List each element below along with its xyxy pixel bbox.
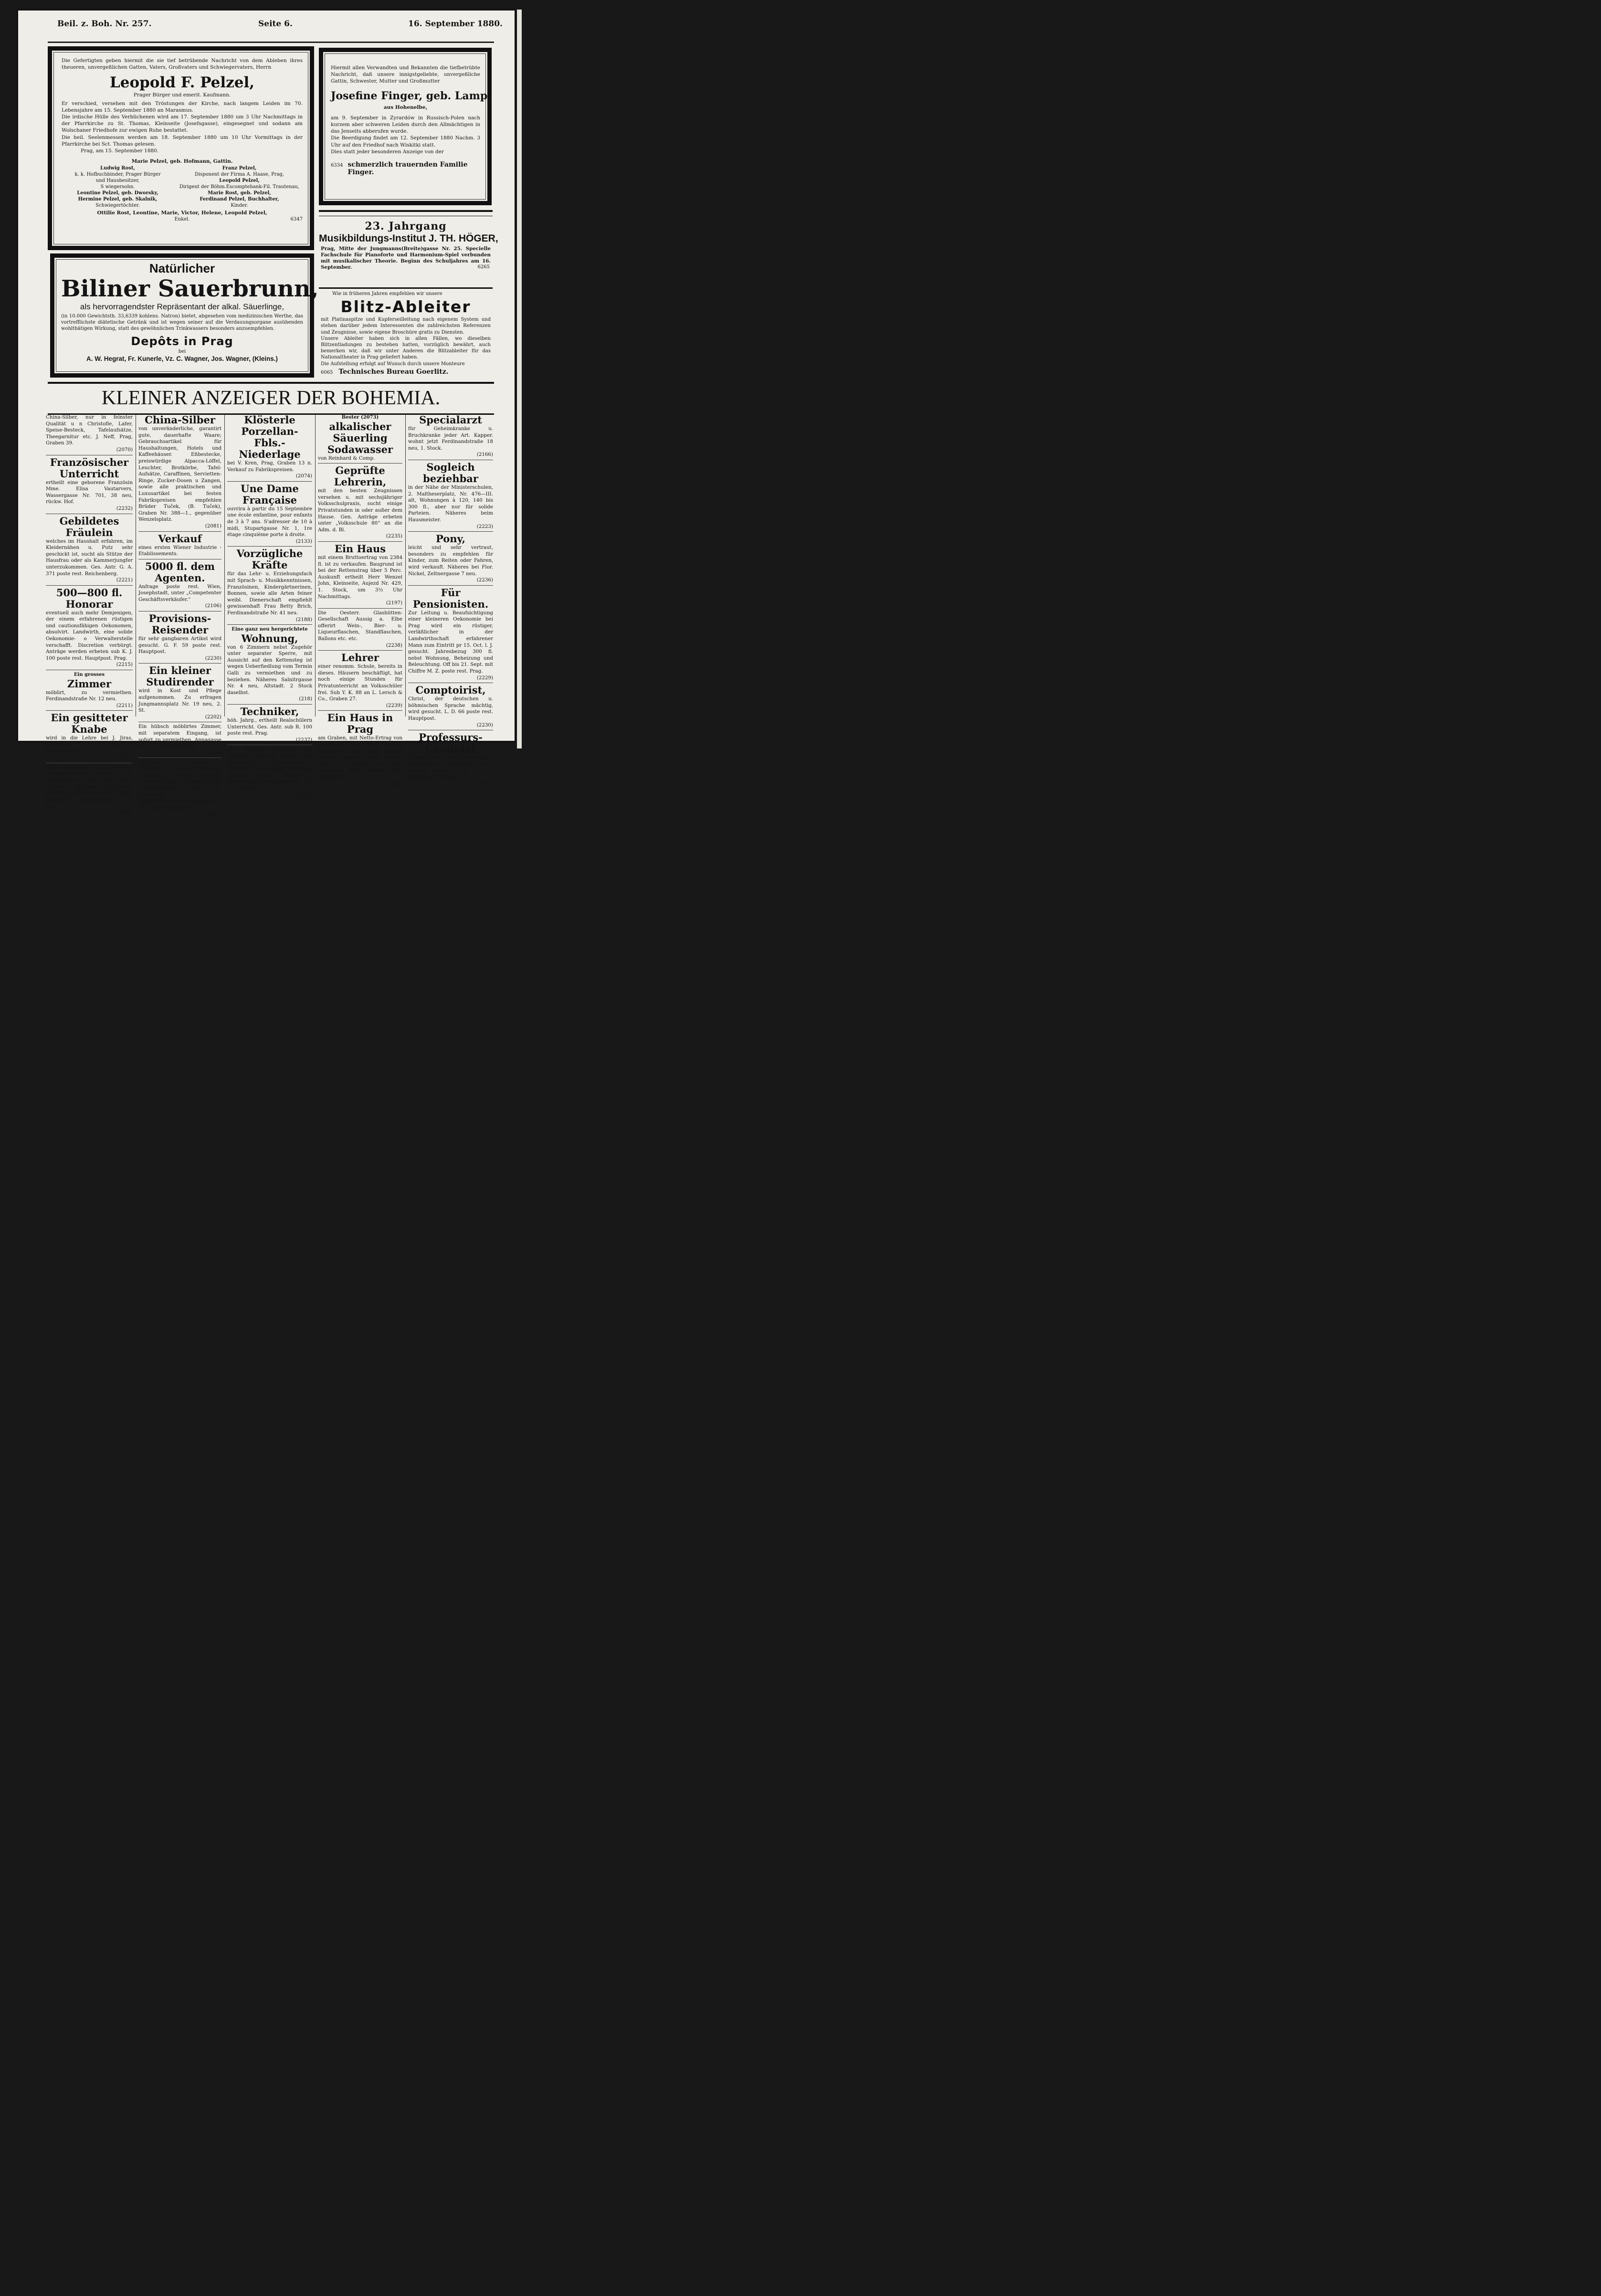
classified-ad-number: (2239): [386, 702, 402, 708]
classified-ad-number: (2232): [116, 505, 133, 511]
classified-ad-heading: Klösterle Porzellan-Fbls.-Niederlage: [239, 414, 301, 460]
classified-ad-text: mit den besten Zeugnissen versehen u. mit sechsjähriger Volksschulpraxis, sucht einige Privatstunden in oder außer dem Hause. Gen. Anträge erbeten unter „Volksschule 80“ an die Adm. d. Bl.: [318, 488, 402, 533]
classified-ad-heading: Gebildetes Fräulein: [59, 515, 119, 538]
classified-ad-preheading: Eine ganz neu hergerichtete: [232, 627, 308, 632]
classified-ad-heading: Comptoirist,: [415, 684, 486, 696]
classified-ad-number: (2223): [476, 523, 493, 529]
blitz-ad-number: 6065: [321, 369, 333, 375]
classified-ad-number: (2234): [205, 749, 221, 756]
classified-ad: [138, 414, 221, 532]
classified-ad-number: (2166): [476, 452, 493, 458]
mourner-leontine: Leontine Pelzel, geb. Dworsky,: [77, 190, 158, 196]
classified-ad-number: (2197): [386, 600, 402, 606]
classified-ad-text: ertheilt eine geborene Französin Mme. Elisa Vautarvers, Wassergasse Nr. 701, 38 neu, rückw. Hof.: [46, 479, 133, 505]
pelzel-p1: Er verschied, versehen mit den Tröstungen der Kirche, nach langem Leiden im 70. Lebensjahre am 15. September 1880 an Marasmus.: [62, 100, 303, 113]
kleiner-anzeiger-title: KLEINER ANZEIGER DER BOHEMIA.: [101, 387, 441, 409]
classified-ad-preheading: Ein grosses: [74, 672, 105, 678]
classified-ad: [318, 610, 402, 651]
classified-ad-text: leicht und sehr vertraut, besonders zu empfehlen für Kinder, zum Reiten oder Fahren, wird verkauft. Näheres bei Flor. Nickel, Zeltnergasse 7 neu.: [408, 545, 493, 577]
classified-ad-heading: Ein gesitteter Knabe: [51, 712, 128, 736]
classified-ad-number: (2228): [295, 792, 312, 798]
classified-ad: [318, 414, 402, 463]
finger-ad-number: 6334: [331, 163, 343, 169]
classified-ad-text: einer renomm. Schule, bereits in dieses. Häusern beschäftigt, hat noch einige Stunden für Privatunterricht an Volksschüler frei. Sub Y. K. 88 an L. Lersch & Co., Graben 27.: [318, 664, 402, 702]
classified-ad-text: in der Nähe der Ministerschulen, 2. Maltheserplatz, Nr. 476—III. alt, Wohnungen à 120, 140 bis 300 fl., aber nur für solide Parteien. Näheres beim Hausmeister.: [408, 484, 493, 523]
blitz-text: mit Platinaspitze und Kupferseilleitung nach eigenem System und stehen darüber jedem Interessenten die zahlreichsten Referenzen und Zeugnisse, sowie eigene Broschüre gratis zu Diensten.: [321, 317, 491, 335]
classified-ad-number: (2199): [116, 810, 133, 816]
classified-ad-text: von unveränderliche, garantirt gute, dauerhafte Waare; Gebrauchsartikel für Haushaltungen, Hotels und Kaffeehäuser. Eßbestecke, preiswürdige Alpacca-Löffel, Leuchter, Brotkörbe, Tafel-Aufsätze, Caraffinen, Servietten-Ringe, Zucker-Dosen u Zangen, sowie alle praktischen und Luxusartikel bei festen Fabrikspreisen empfehlen Brüder Tuček, (B. Tuček), Graben Nr. 388—1., gegenüber Wenzelsplatz.: [138, 426, 221, 523]
classified-ad-text: ouvrira à partir du 15 Septembre une école enfantine, pour enfants de 3 à 7 ans. S'adresser de 10 à midi, Stupartgasse Nr. 1, 1re étage cinquième porte à droite.: [227, 506, 312, 538]
classified-ad-text: China-Silber, nur in feinster Qualität u n Christofle, Lafer, Speise-Besteck, Tafelaufsätze, Theegarnitur etc. J. Neff, Prag, Graben 39.: [46, 414, 133, 446]
header-rule: [48, 42, 494, 43]
mourner-ferdinand: Ferdinand Pelzel, Buchhalter,: [200, 197, 279, 202]
classified-ad-text: von Reinhard & Comp.: [318, 455, 375, 461]
classified-ad-number: (2226): [386, 780, 402, 787]
bilin-depots: Depôts in Prag: [131, 335, 233, 348]
classified-ad-number: (2202): [205, 714, 221, 720]
bilin-bei: bei: [178, 349, 186, 354]
column-separator: [315, 414, 316, 716]
classified-ad-text: eines ersten Wiener Industrie - Etablissements.: [138, 544, 221, 557]
classified-ad-heading: Geprüfte Lehrerin,: [334, 464, 387, 488]
classified-ad-text: Zur Leitung u. Beaufsichtigung einer kleineren Oekonomie bei Prag wird ein rüstiger, verläßlicher in der Landwirthschaft erfahrener Mann zum Eintritt pr 15. Oct. l. J. gesucht. Jahresbezug 300 fl. nebst Wohnung, Beheizung und Beleuchtung. Off bis 21. Sept. mit Chiffre M. Z. poste rest. Prag.: [408, 610, 493, 674]
classified-ad-number: (2236): [476, 577, 493, 583]
hoeger-title: Musikbildungs-Institut J. TH. HÖGER,: [319, 233, 498, 244]
classified-ad-number: (2215): [116, 662, 133, 668]
classified-ad: [408, 462, 493, 532]
pelzel-intro: Die Gefertigten geben hiermit die sie tief betrübende Nachricht von dem Ableben ihres theueren, unvergeßlichen Gatten, Vaters, Großvaters und Schwiegervaters, Herrn: [62, 58, 303, 71]
finger-p3: Dies statt jeder besonderen Anzeige von der: [331, 148, 444, 155]
classified-ad-heading: Pony,: [435, 533, 465, 545]
pelzel-p2: Die irdische Hülle des Verblichenen wird am 17. September 1880 um 3 Uhr Nachmittags in der Pfarrkirche zu St. Thomas, Kleinseite (Josefsgasse), eingesegnet und sodann am Wolschaner Friedhofe zur ewigen Ruhe bestattet.: [62, 114, 303, 134]
classified-ad-number: (2196): [476, 780, 493, 787]
classified-ad-number: (2230): [476, 722, 493, 728]
classified-ad-text: von 6 Zimmern nebst Zugehör unter separater Sperre, mit Aussicht auf den Kettensteg ist wegen Ueberfiedlung vom Termin Galli zu vermiethen und zu beziehen. Näheres Salnitrgasse Nr. 4 neu, Altstadt. 2 Stock daselbst.: [227, 644, 312, 695]
classified-ad: [138, 533, 221, 559]
classified-ad-number: (2237): [295, 737, 312, 743]
classified-column-2: [137, 414, 223, 818]
classified-ad: [408, 685, 493, 730]
finger-from: aus Hohenelbe,: [383, 104, 428, 110]
bilin-title: Biliner Sauerbrunn,: [61, 275, 319, 302]
classified-column-4: [316, 414, 404, 787]
classified-ad-heading: Wohnung,: [241, 632, 298, 644]
hoeger-year: 23. Jahrgang: [365, 220, 447, 232]
classified-ad: [46, 712, 133, 763]
classified-ad: [138, 561, 221, 611]
classified-column-5: [406, 414, 495, 787]
mourner-leopold: Leopold Pelzel,: [219, 178, 260, 184]
blitz-firm: Technisches Bureau Goerlitz.: [338, 368, 449, 376]
header-center: Seite 6.: [258, 19, 293, 29]
bilin-line1: Natürlicher: [149, 261, 215, 275]
classified-ad-text: welches im Haushalt erfahren, im Kleidernähen u. Putz sehr geschickt ist, sucht als Stütze der Hausfrau oder als Kammerjungfer unterzukommen. Ges. Antr. G. A. 371 poste rest. Reichenberg.: [46, 538, 133, 577]
finger-p1: am 9. September in Zyrardów in Russisch-Polen nach kurzem aber schweren Leiden durch den Allmächtigen in das Jenseits abberufen wurde.: [331, 115, 480, 135]
column-separator: [224, 414, 225, 716]
column-separator: [405, 414, 406, 716]
classified-ad: [46, 516, 133, 586]
blitz-p2: Unsere Ableiter haben sich in allen Fällen, wo dieselben Blitzentladungen zu bestehen hatten, vorzüglich bewährt, auch bemerken wir, daß wir unter Anderen die Blitzableiter für das Nationaltheater in Prag geliefert haben.: [321, 336, 491, 360]
finger-intro: Hiermit allen Verwandten und Bekannten die tiefbetrübte Nachricht, daß unsere innigstgeliebte, unvergeßliche Gattin, Schwester, Mutter und Großmutter: [331, 65, 480, 84]
mourner-leopold-title: Dirigent der Böhm.Escomptebank-Fil. Trautenau,: [179, 184, 300, 190]
classified-ad-text: Clavierunterricht bis zur höchsten Vollkommenheit ertheilt ein Claviorlehrer außer dem Hause. Honorar f. 12 Stund 5 fl. Auskunft ertheilt aus Gefälligkeit H. J. Duft, Kleinseite, Belvederegasse 16 neu.: [46, 764, 133, 810]
classified-ad-heading: Specialarzt: [419, 414, 482, 426]
classified-ad: [227, 414, 312, 482]
classified-ad-number: (2133): [295, 538, 312, 544]
classified-ad-heading: alkalischer Säuerling Sodawasser: [327, 420, 393, 455]
blitz-title: Blitz-Ableiter: [340, 297, 471, 316]
mourner-hermine: Hermine Pelzel, geb. Skalnik,: [78, 197, 158, 202]
biliner-sauerbrunn-ad: [50, 253, 319, 378]
classified-ad: [227, 747, 312, 800]
classified-ad-text: bei V. Kren, Prag, Graben 13 n. Verkauf zu Fabrikspreisen.: [227, 460, 312, 473]
section-rule-top: [48, 382, 494, 384]
classified-ad-text: eventuell auch mehr Demjenigen, der einem erfahrenen rüstigen und cautionsfähigen Oekonomen, absolvirt. Landwirth, eine solide Oekonomie- o Verwalterstelle verschafft. Discretion verbürgt. Anträge werden erbeten sub K. J. 100 poste rest. Hauptpost. Prag.: [46, 610, 133, 661]
header-right: 16. September 1880.: [408, 19, 503, 29]
classified-ad-text: wird in die Lehre bei J. Jiras, Kaufmann in Smichow, aufgenommen.: [46, 735, 133, 754]
classified-ad: [138, 665, 221, 722]
classified-ad: [408, 587, 493, 684]
finger-p2: Die Beerdigung findet am 12. September 1880 Nachm. 3 Uhr auf den Friedhof nach Wiskitki statt.: [331, 135, 480, 148]
classified-ad-heading: Lehrer: [341, 652, 379, 664]
mourner-ludwig-title: k. k. Hofbuchbinder, Prager Bürger: [74, 172, 161, 178]
classified-ad-number: (2081): [205, 523, 221, 529]
classified-ad-number: (2188): [295, 616, 312, 622]
classified-ad-number: (2230): [205, 655, 221, 661]
classified-ad: [318, 543, 402, 609]
classified-ad-text: für Geheimkranke u. Bruchkranke jeder Art. Kapper. wohnt jetzt Ferdinandstraße 18 neu, 1. Stock.: [408, 426, 493, 451]
mourner-grandchildren: Ottilie Rost, Leontine, Marie, Victor, Helene, Leopold Pelzel,: [97, 210, 267, 216]
classified-ad-number: (2211): [116, 702, 133, 708]
mourner-ludwig: Ludwig Rost,: [100, 166, 135, 171]
blitz-ableiter-ad: [319, 287, 493, 381]
classified-ad-text: mit einem Bruttoertrag von 2384 fl. ist zu verkaufen. Baugrund ist bei der Rettenstrag über 5 Perc. Auskunft ertheilt Herr Wenzel John, Kleinseite, Aujezd Nr. 429, 1. Stock, um 3½ Uhr Nachmittags.: [318, 554, 402, 600]
pelzel-sub: Prager Bürger und emerit. Kaufmann.: [133, 92, 231, 98]
bilin-subtitle: als hervorragendster Repräsentant der alkal. Säuerlinge,: [80, 302, 284, 311]
mourner-franz: Franz Pelzel,: [222, 166, 257, 171]
classified-ad-text: ertheilt Real- oder Volksschülern gründlichen Unterricht. Ges. Anträge unter C. P. an die Administr. d. Blattes.: [408, 755, 493, 780]
classified-ad-text: für sehr gangbaren Artikel wird gesucht. G. F. 59 poste rest. Hauptpost.: [138, 636, 221, 655]
classified-ad-text: Die Oesterr. Glashütten-Gesellschaft Aussig a. Elbe offerirt Wein-, Bier- u. Liqueurflaschen, Standflaschen, Ballons etc. etc.: [318, 610, 402, 642]
classified-ad-text: für das Lehr- u. Erziehungsfach mit Sprach- u. Musikkenntnissen, Französinen, Kindergärtnerinen, Bonnen, sowie alle Arten feiner weibl. Dienerschaft empfiehlt gewissenhaft Frau Betty Brich, Ferdinandstraße Nr. 41 neu.: [227, 571, 312, 616]
finger-name: Josefine Finger, geb. Lamp,: [331, 89, 491, 102]
classified-ad-heading: Ein Haus: [334, 542, 386, 555]
classified-ad-text: Anfrage poste rest. Wien, Josephstadt, unter „Competenter Geschäftsverkäufer.“: [138, 583, 221, 602]
mourner-franz-title: Disponent der Firma A. Haase, Prag,: [194, 172, 284, 178]
classified-ad-number: (2106): [205, 603, 221, 609]
pelzel-p3: Die heil. Seelenmessen werden am 18. September 1880 um 10 Uhr Vormittags in der Pfarrkirche bei Sct. Thomas gelesen.: [62, 134, 303, 147]
classified-ad-heading: Techniker,: [240, 706, 299, 718]
classified-ad-text: möblirt, zu vermiethen. Ferdinandstraße Nr. 12 neu.: [46, 689, 133, 702]
classified-ad-number: (2238): [386, 642, 402, 648]
classified-ad-heading: Vorzügliche Kräfte: [236, 548, 303, 571]
classified-ad: [318, 465, 402, 542]
classified-ad-number: (2221): [116, 577, 133, 583]
classified-ad: [46, 765, 133, 818]
classified-ad: [227, 706, 312, 745]
classified-ad: [408, 732, 493, 789]
classified-ad: [318, 712, 402, 789]
classified-ad-number: (2231): [116, 755, 133, 761]
blitz-top: Wie in früheren Jahren empfehlen wir unsere: [332, 291, 442, 296]
pelzel-widow: Marie Pelzel, geb. Hofmann, Gattin.: [131, 158, 233, 165]
classified-ad-number: (2070): [116, 446, 133, 453]
classified-ad-heading: Französischer Unterricht: [50, 456, 129, 480]
classified-ad-text: höh. Jahrg., ertheilt Realschülern Unterricht. Ges. Antr. sub R. 100 poste rest. Prag.: [227, 717, 312, 737]
classified-ad: [46, 672, 133, 711]
classified-ad-heading: Une Dame Française: [241, 482, 299, 506]
classified-ad-heading: China-Silber: [145, 414, 215, 426]
classified-ad-number: (2235): [386, 533, 402, 539]
pelzel-place: Prag, am 15. September 1880.: [81, 148, 159, 154]
classified-ad: [46, 414, 133, 455]
classified-ad-number: (2227): [205, 811, 221, 818]
finger-death-notice: [319, 48, 492, 205]
classified-column-3: [225, 414, 314, 798]
classified-ad-heading: Professurs-Candidat: [419, 731, 483, 755]
classified-ad: [408, 414, 493, 460]
blitz-p3: Die Aufstellung erfolgt auf Wunsch durch unsere Monteure: [321, 361, 465, 367]
classified-ad-text: Christ, der deutschen u. böhmischen Sprache mächtig, wird gesucht. L. D. 66 poste rest. Hauptpost.: [408, 696, 493, 721]
classified-ad: [138, 724, 221, 758]
mourner-marie-rost: Marie Rost, geb. Pelzel,: [208, 190, 271, 196]
pelzel-ad-number: 6347: [290, 216, 303, 222]
classified-ad-number: (2229): [476, 674, 493, 681]
mourner-ludwig-title2: und Hausbesitzer,: [95, 178, 140, 184]
classified-ad-heading: Ein kleiner Studirender: [146, 664, 214, 688]
classified-ad-number: (2074): [295, 473, 312, 479]
classified-ad: [138, 759, 221, 819]
classified-ad-text: am Graben, mit Netto-Ertrag von 10.000 fl. ist zu 5 Perc. rein zu verkaufen. Nur reelle Käufer erhalten Antwort unter Chiffre „Haus 5%“ poste rest. Prag. Annonyme Briefe werden nicht beantwortet.: [318, 735, 402, 780]
classified-ad-number: (218): [299, 696, 312, 702]
hoeger-text: Prag, Mitte der Jungmanns(Breite)gasse Nr. 25. Specielle Fachschule für Pianoforte und Harmonium-Spiel verbunden mit musikalischer Theorie. Beginn des Schuljahres am 16. September.: [321, 246, 491, 270]
classified-ad-heading: 5000 fl. dem Agenten.: [145, 560, 215, 584]
header-left: Beil. z. Boh. Nr. 257.: [57, 19, 152, 29]
classified-ad-heading: Provisions-Reisender: [148, 612, 211, 636]
classified-ad-text: wird in Kost und Pflege aufgenommen. Zu erfragen Jungmannsplatz Nr. 19 neu, 2. St.: [138, 688, 221, 714]
classified-ad-text: Als Näherin wünscht ein Mädchen, das sehr geübt ist im Kleidernähen u. Zuschneiden in Häusern zu nähen. Gefällige Anträge werden erbeten T. Schmucker, Johannesberggel Nr. 312, Kleins.: [227, 747, 312, 791]
classified-ad-heading: Verkauf: [158, 532, 202, 545]
hoeger-music-institute-ad: [319, 210, 498, 286]
classified-ad: [138, 613, 221, 664]
classified-ad-heading: Für Pensionisten.: [412, 586, 489, 610]
classified-ad: [46, 457, 133, 514]
classified-ad: [227, 626, 312, 705]
adjacent-page-edge: [517, 10, 522, 748]
classified-ad-text: Gebraucht: 1 Canapé, 6 Fauteuils, 1 Canapé, 2 Fauteuils, 4 Sesseln, 1 fl Divan billig zu verkaufen bei J. Tladik, Erstes Möbel-Magazin der kgl. Weinberge, Palacky(Wrschowitzer)straße Nr. 82, „beim Hirschen.“: [138, 759, 221, 811]
classified-ad-heading: 500—800 fl. Honorar: [56, 586, 123, 610]
bilin-text: (in 10.000 Gewichtsth. 33,6339 kohlens. Natron) bietet, abgesehen vom medizinischen Werthe, das vortrefflichste diätetische Getränk und ist wegen seiner auf die Verdauungsorgane ausübenden wohlthätigen Wirkung, statt des gewöhnlichen Trinkwassers besonders anzuempfehlen.: [61, 314, 303, 331]
classified-ad: [318, 652, 402, 711]
bilin-depot-names: A. W. Hegrat, Fr. Kunerle, Vz. C. Wagner, Jos. Wagner, (Kleins.): [86, 355, 278, 362]
classified-ad: [227, 483, 312, 547]
mourner-role-grandchildren: Enkel.: [174, 216, 190, 222]
classified-ad-heading: Sogleich beziehbar: [423, 461, 478, 484]
hoeger-ad-number: 6265: [477, 264, 490, 270]
finger-family: schmerzlich trauernden Familie Finger.: [348, 161, 468, 177]
mourner-role-daughters-in-law: Schwiegertöchter.: [95, 203, 140, 209]
classified-ad-preheading: Bester (2073): [341, 415, 379, 420]
classified-ad: [46, 587, 133, 670]
classified-ad-heading: Zimmer: [67, 677, 112, 690]
classified-ad-heading: Ein Haus in Prag: [327, 712, 393, 736]
classified-ad-text: Ein hübsch möblirtes Zimmer, mit separatem Eingang, ist sofort zu vermiethen. Annagasse Nr. 2, 3. Stock, Altstadt.: [138, 724, 221, 749]
pelzel-name: Leopold F. Pelzel,: [109, 74, 255, 92]
classified-ad: [408, 533, 493, 586]
mourner-ludwig-role: S wiegersohn.: [100, 184, 135, 190]
pelzel-death-notice: [48, 46, 314, 250]
classified-column-1: [44, 414, 135, 816]
classified-ad: [227, 548, 312, 625]
mourner-role-children: Kinder.: [231, 203, 248, 209]
